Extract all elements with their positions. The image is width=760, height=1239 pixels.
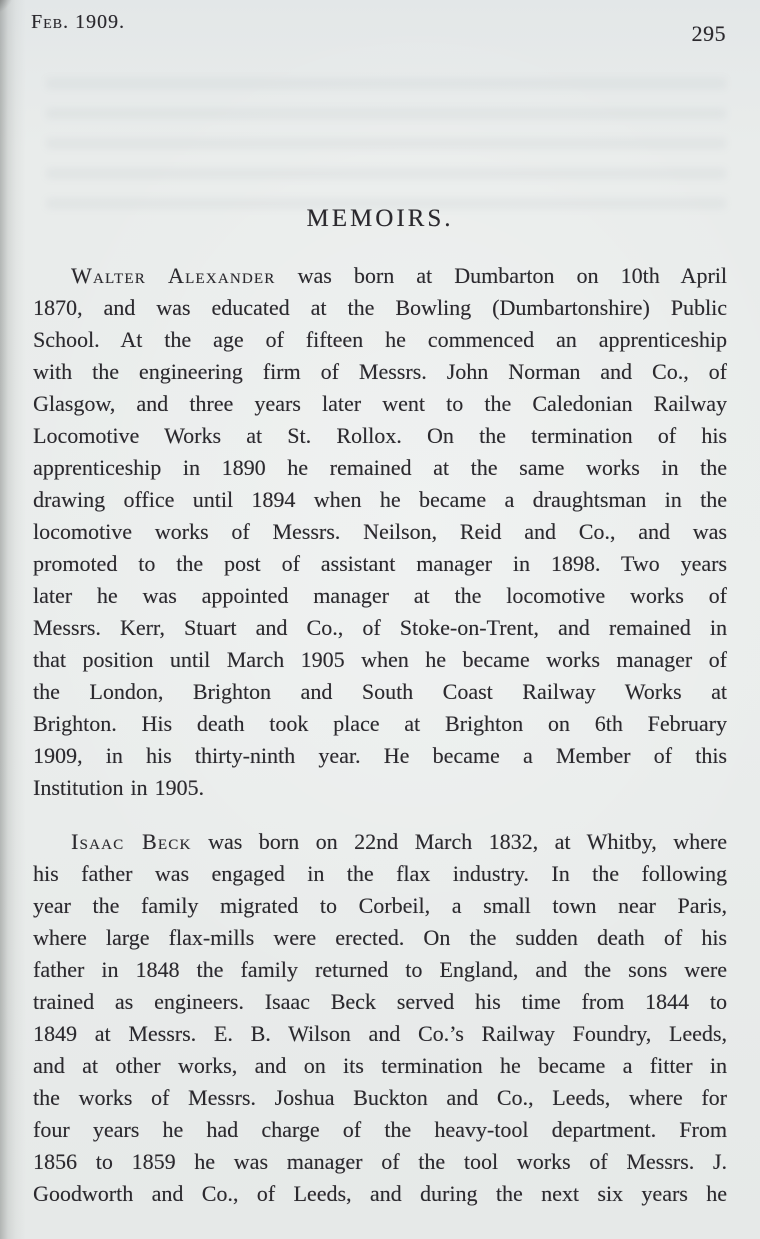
running-head-issue-date: Feb. 1909. bbox=[31, 11, 126, 33]
text-line: where large flax-mills were erected. On the sudden death of his bbox=[33, 925, 727, 950]
text-line: Locomotive Works at St. Rollox. On the termination of his bbox=[33, 423, 727, 448]
memoirs-text-block bbox=[33, 260, 727, 1210]
memoir-subject-name: Isaac Beck bbox=[71, 829, 192, 854]
memoir-paragraph bbox=[33, 826, 727, 1210]
text-line: later he was appointed manager at the locomotive works of bbox=[33, 583, 727, 608]
text-line: Glasgow, and three years later went to the Caledonian Railway bbox=[33, 391, 727, 416]
text-line: father in 1848 the family returned to England, and the sons were bbox=[33, 957, 727, 982]
text-line: and at other works, and on its termination he became a fitter in bbox=[33, 1053, 727, 1078]
text-line: the London, Brighton and South Coast Railway Works at bbox=[33, 679, 727, 704]
text-line: Institution in 1905. bbox=[33, 775, 205, 800]
text-line: promoted to the post of assistant manager in 1898. Two years bbox=[33, 551, 727, 576]
page-number: 295 bbox=[691, 21, 726, 46]
text-line: apprenticeship in 1890 he remained at the same works in the bbox=[33, 455, 727, 480]
scan-corner-shadow bbox=[0, 0, 14, 14]
memoir-subject-name: Walter Alexander bbox=[71, 263, 276, 288]
text-line: Goodworth and Co., of Leeds, and during the next six years he bbox=[33, 1181, 727, 1206]
text-line: Isaac Beck was born on 22nd March 1832, at Whitby, where bbox=[71, 829, 727, 854]
text-line: Walter Alexander was born at Dumbarton on 10th April bbox=[71, 263, 727, 288]
text-line: 1856 to 1859 he was manager of the tool works of Messrs. J. bbox=[33, 1149, 727, 1174]
page-title: MEMOIRS. bbox=[306, 205, 454, 232]
text-line: his father was engaged in the flax industry. In the following bbox=[33, 861, 727, 886]
text-line: drawing office until 1894 when he became a draughtsman in the bbox=[33, 487, 727, 512]
text-line: 1849 at Messrs. E. B. Wilson and Co.’s Railway Foundry, Leeds, bbox=[33, 1021, 727, 1046]
text-line: trained as engineers. Isaac Beck served his time from 1844 to bbox=[33, 989, 727, 1014]
text-line: 1870, and was educated at the Bowling (Dumbartonshire) Public bbox=[33, 295, 727, 320]
page-gutter-shadow bbox=[0, 0, 26, 1239]
text-line: Brighton. His death took place at Brighton on 6th February bbox=[33, 711, 727, 736]
text-line: 1909, in his thirty-ninth year. He became a Member of this bbox=[33, 743, 727, 768]
memoir-paragraph bbox=[33, 260, 727, 804]
text-line: that position until March 1905 when he became works manager of bbox=[33, 647, 727, 672]
text-line: locomotive works of Messrs. Neilson, Reid and Co., and was bbox=[33, 519, 727, 544]
text-line: the works of Messrs. Joshua Buckton and Co., Leeds, where for bbox=[33, 1085, 727, 1110]
text-line: with the engineering firm of Messrs. John Norman and Co., of bbox=[33, 359, 727, 384]
text-line: year the family migrated to Corbeil, a small town near Paris, bbox=[33, 893, 727, 918]
text-line: School. At the age of fifteen he commenced an apprenticeship bbox=[33, 327, 727, 352]
text-line: four years he had charge of the heavy-tool department. From bbox=[33, 1117, 727, 1142]
text-line: Messrs. Kerr, Stuart and Co., of Stoke-on-Trent, and remained in bbox=[33, 615, 727, 640]
